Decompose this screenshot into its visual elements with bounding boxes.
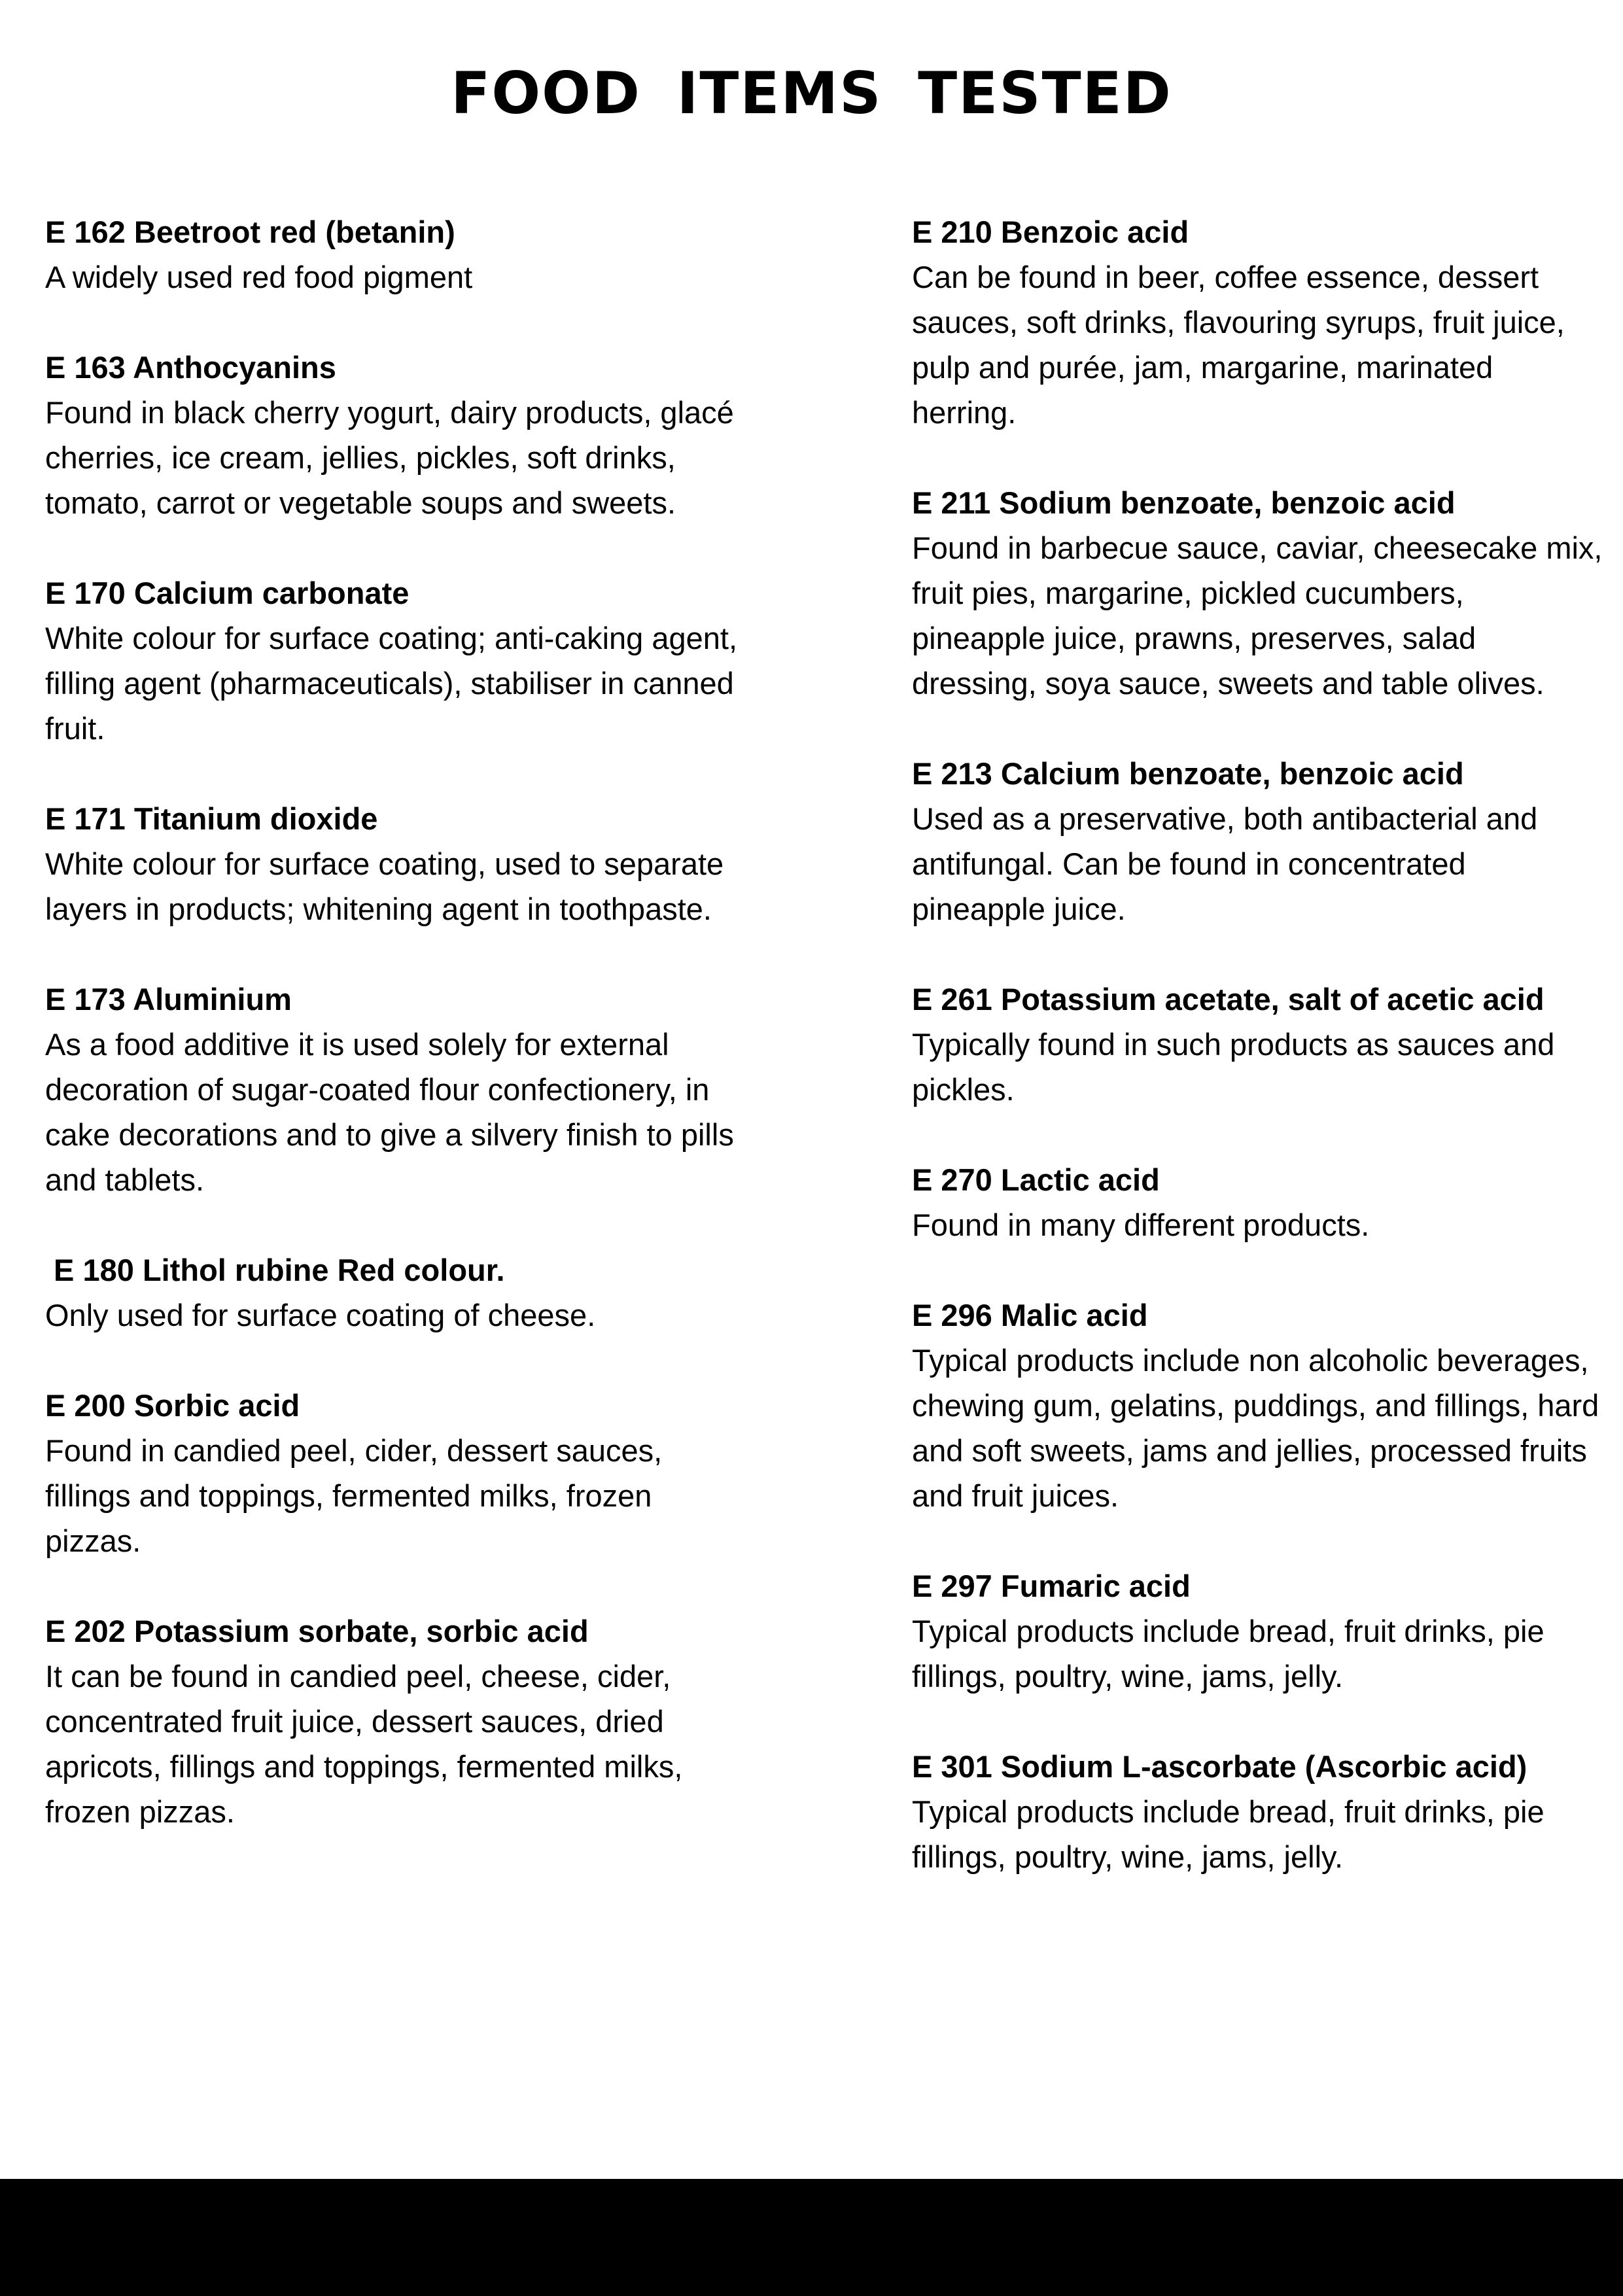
additive-entry (912, 480, 1605, 706)
additive-description: Used as a preservative, both antibacterial and antifungal. Can be found in concentrated pineapple juice. (912, 801, 1538, 926)
page-title: FOOD ITEMS TESTED (451, 60, 1172, 127)
additive-heading: E 270 Lactic acid (912, 1162, 1160, 1197)
additive-entry (45, 1383, 752, 1563)
additive-entry (912, 1293, 1605, 1518)
additive-entry (912, 209, 1605, 435)
additive-heading: E 210 Benzoic acid (912, 215, 1189, 249)
additive-description: It can be found in candied peel, cheese, cider, concentrated fruit juice, dessert sauces, dried apricots, fillings and toppings, fermented milks, frozen pizzas. (45, 1659, 683, 1829)
right-column (912, 209, 1605, 1924)
additive-description: Only used for surface coating of cheese. (45, 1298, 596, 1332)
additive-heading: E 162 Beetroot red (betanin) (45, 215, 455, 249)
additive-entry (45, 345, 752, 525)
additive-heading: E 297 Fumaric acid (912, 1569, 1191, 1603)
additive-heading: E 213 Calcium benzoate, benzoic acid (912, 756, 1464, 791)
additive-entry (45, 977, 752, 1202)
additive-description: A widely used red food pigment (45, 260, 473, 294)
additive-heading: E 301 Sodium L-ascorbate (Ascorbic acid) (912, 1749, 1527, 1784)
additive-description: Found in barbecue sauce, caviar, cheesecake mix, fruit pies, margarine, pickled cucumbers, pineapple juice, prawns, preserves, salad dressing, soya sauce, sweets and table olives. (912, 531, 1603, 701)
additive-description: Typical products include non alcoholic beverages, chewing gum, gelatins, puddings, and fillings, hard and soft sweets, jams and jellies, processed fruits and fruit juices. (912, 1343, 1599, 1513)
additive-heading: E 261 Potassium acetate, salt of acetic acid (912, 982, 1544, 1017)
additive-heading: E 202 Potassium sorbate, sorbic acid (45, 1614, 589, 1648)
additive-entry (45, 796, 752, 931)
additive-entry (45, 1609, 752, 1834)
left-column (45, 209, 752, 1879)
additive-heading: E 173 Aluminium (45, 982, 292, 1017)
additive-description: Found in black cherry yogurt, dairy products, glacé cherries, ice cream, jellies, pickles, soft drinks, tomato, carrot or vegetable soups and sweets. (45, 395, 734, 520)
additive-heading: E 296 Malic acid (912, 1298, 1148, 1332)
additive-description: Can be found in beer, coffee essence, dessert sauces, soft drinks, flavouring syrups, fruit juice, pulp and purée, jam, margarine, marinated herring. (912, 260, 1565, 430)
additive-entry (912, 1157, 1605, 1247)
additive-heading: E 200 Sorbic acid (45, 1388, 300, 1423)
additive-entry (45, 1247, 752, 1338)
additive-entry (912, 751, 1605, 931)
additive-heading: E 163 Anthocyanins (45, 350, 336, 385)
additive-description: Typical products include bread, fruit drinks, pie fillings, poultry, wine, jams, jelly. (912, 1614, 1544, 1694)
additive-entry (45, 209, 752, 300)
additive-heading: E 170 Calcium carbonate (45, 576, 410, 610)
additive-description: White colour for surface coating; anti-caking agent, filling agent (pharmaceuticals), stabiliser in canned fruit. (45, 621, 738, 746)
additive-description: Found in many different products. (912, 1208, 1370, 1242)
additive-description: White colour for surface coating, used to separate layers in products; whitening agent in toothpaste. (45, 846, 724, 926)
additive-entry (912, 1744, 1605, 1879)
additive-description: Typically found in such products as sauces and pickles. (912, 1027, 1555, 1107)
additive-heading: E 180 Lithol rubine Red colour. (45, 1253, 505, 1287)
additive-heading: E 211 Sodium benzoate, benzoic acid (912, 485, 1456, 520)
additive-description: Typical products include bread, fruit drinks, pie fillings, poultry, wine, jams, jelly. (912, 1794, 1544, 1874)
additive-entry (912, 977, 1605, 1112)
additive-heading: E 171 Titanium dioxide (45, 801, 378, 836)
additive-description: As a food additive it is used solely for external decoration of sugar-coated flour confectionery, in cake decorations and to give a silvery finish to pills and tablets. (45, 1027, 734, 1197)
additive-entry (912, 1563, 1605, 1699)
additive-entry (45, 570, 752, 751)
footer-bar (0, 2179, 1623, 2296)
additive-description: Found in candied peel, cider, dessert sauces, fillings and toppings, fermented milks, frozen pizzas. (45, 1433, 663, 1558)
